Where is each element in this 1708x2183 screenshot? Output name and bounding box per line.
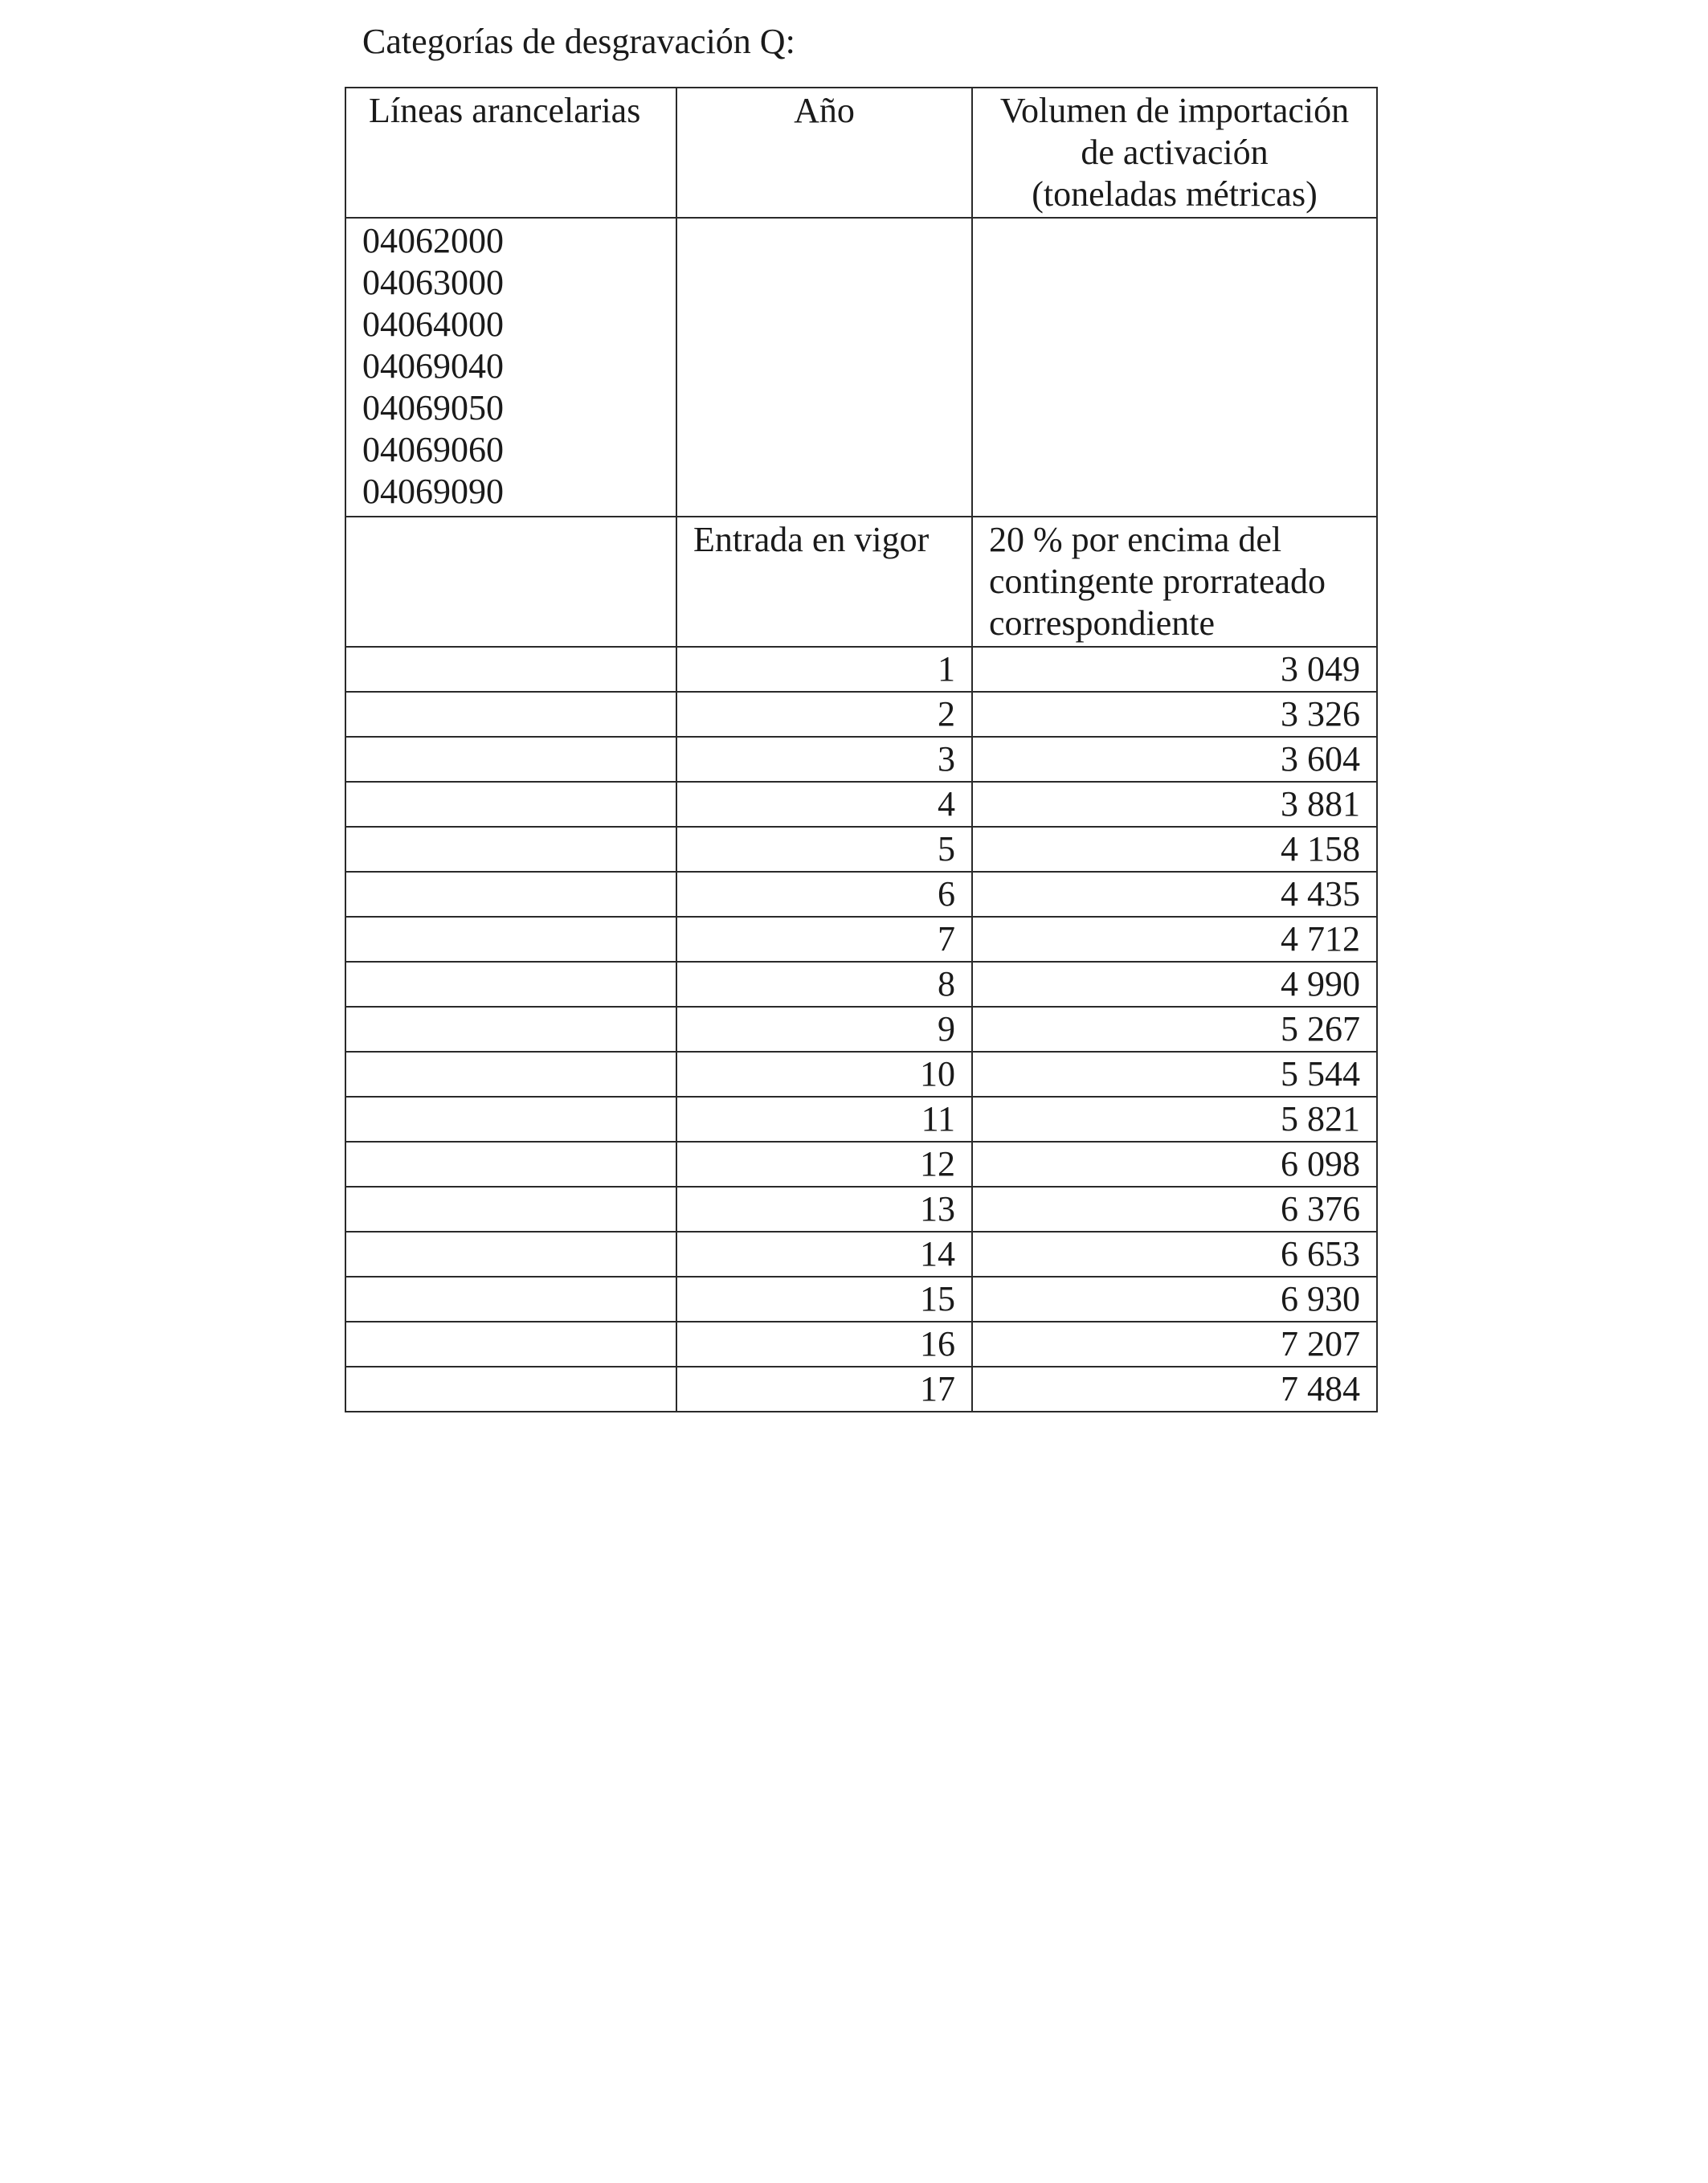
tariff-line-code: 04069090 [362, 472, 504, 511]
volume-cell: 3 604 [972, 737, 1377, 782]
header-volume-line: de activación [1081, 133, 1269, 172]
year-cell: 8 [676, 962, 972, 1007]
tariff-line-code: 04069050 [362, 388, 504, 427]
volume-cell: 5 544 [972, 1052, 1377, 1097]
empty-cell [345, 1322, 676, 1367]
header-volume-line: (toneladas métricas) [1032, 174, 1318, 214]
year-cell: 15 [676, 1277, 972, 1322]
year-cell: 4 [676, 782, 972, 827]
table-row [345, 692, 1377, 737]
table-row [345, 1187, 1377, 1232]
table-row [345, 872, 1377, 917]
empty-cell [345, 1007, 676, 1052]
entry-into-force-row [345, 517, 1377, 647]
table-row [345, 1052, 1377, 1097]
volume-cell: 4 712 [972, 917, 1377, 962]
header-trigger-volume [972, 88, 1377, 218]
empty-cell [345, 692, 676, 737]
tariff-lines-row [345, 218, 1377, 517]
year-cell: 9 [676, 1007, 972, 1052]
empty-cell [345, 517, 676, 647]
year-cell: 7 [676, 917, 972, 962]
volume-cell: 3 326 [972, 692, 1377, 737]
empty-cell [345, 872, 676, 917]
year-cell: 2 [676, 692, 972, 737]
year-cell: 3 [676, 737, 972, 782]
table-row [345, 917, 1377, 962]
table-row [345, 1277, 1377, 1322]
year-cell: 10 [676, 1052, 972, 1097]
empty-cell [345, 1142, 676, 1187]
volume-cell: 4 990 [972, 962, 1377, 1007]
tariff-line-code: 04063000 [362, 263, 504, 302]
empty-cell [345, 1367, 676, 1412]
document-heading: Categorías de desgravación Q: [362, 22, 795, 61]
empty-cell [345, 1277, 676, 1322]
tariff-schedule-table [345, 87, 1378, 1412]
empty-cell [345, 647, 676, 692]
year-cell: 17 [676, 1367, 972, 1412]
empty-cell [345, 1097, 676, 1142]
volume-cell: 5 821 [972, 1097, 1377, 1142]
volume-cell: 6 098 [972, 1142, 1377, 1187]
table-row [345, 647, 1377, 692]
year-cell: 16 [676, 1322, 972, 1367]
empty-cell [345, 1187, 676, 1232]
tariff-lines-cell [345, 218, 676, 517]
empty-cell [345, 1232, 676, 1277]
empty-cell [345, 827, 676, 872]
empty-cell [676, 218, 972, 517]
table-header-row [345, 88, 1377, 218]
volume-cell: 5 267 [972, 1007, 1377, 1052]
year-cell: 14 [676, 1232, 972, 1277]
table-row [345, 1232, 1377, 1277]
table-row [345, 1142, 1377, 1187]
tariff-line-code: 04069060 [362, 430, 504, 469]
header-volume-line: Volumen de importación [999, 91, 1350, 130]
table-row [345, 962, 1377, 1007]
empty-cell [345, 737, 676, 782]
year-cell: 12 [676, 1142, 972, 1187]
empty-cell [345, 1052, 676, 1097]
volume-cell: 4 435 [972, 872, 1377, 917]
year-cell: 1 [676, 647, 972, 692]
table-row [345, 1097, 1377, 1142]
table-row [345, 1322, 1377, 1367]
empty-cell [345, 917, 676, 962]
volume-cell: 3 049 [972, 647, 1377, 692]
empty-cell [972, 218, 1377, 517]
volume-cell: 4 158 [972, 827, 1377, 872]
volume-cell: 7 207 [972, 1322, 1377, 1367]
header-year: Año [676, 88, 972, 218]
header-tariff-lines: Líneas arancelarias [345, 88, 676, 218]
table-row [345, 737, 1377, 782]
year-cell: 5 [676, 827, 972, 872]
year-cell: 11 [676, 1097, 972, 1142]
tariff-line-code: 04062000 [362, 221, 504, 260]
year-cell: 13 [676, 1187, 972, 1232]
volume-cell: 6 930 [972, 1277, 1377, 1322]
table-row [345, 1367, 1377, 1412]
tariff-line-code: 04064000 [362, 305, 504, 344]
entry-into-force-label: Entrada en vigor [676, 517, 972, 647]
volume-cell: 3 881 [972, 782, 1377, 827]
entry-volume-note: 20 % por encima del contingente prorrateado correspondiente [972, 517, 1377, 647]
tariff-line-code: 04069040 [362, 346, 504, 386]
year-cell: 6 [676, 872, 972, 917]
volume-cell: 6 376 [972, 1187, 1377, 1232]
table-row [345, 827, 1377, 872]
volume-cell: 7 484 [972, 1367, 1377, 1412]
volume-cell: 6 653 [972, 1232, 1377, 1277]
empty-cell [345, 782, 676, 827]
empty-cell [345, 962, 676, 1007]
table-row [345, 1007, 1377, 1052]
table-row [345, 782, 1377, 827]
